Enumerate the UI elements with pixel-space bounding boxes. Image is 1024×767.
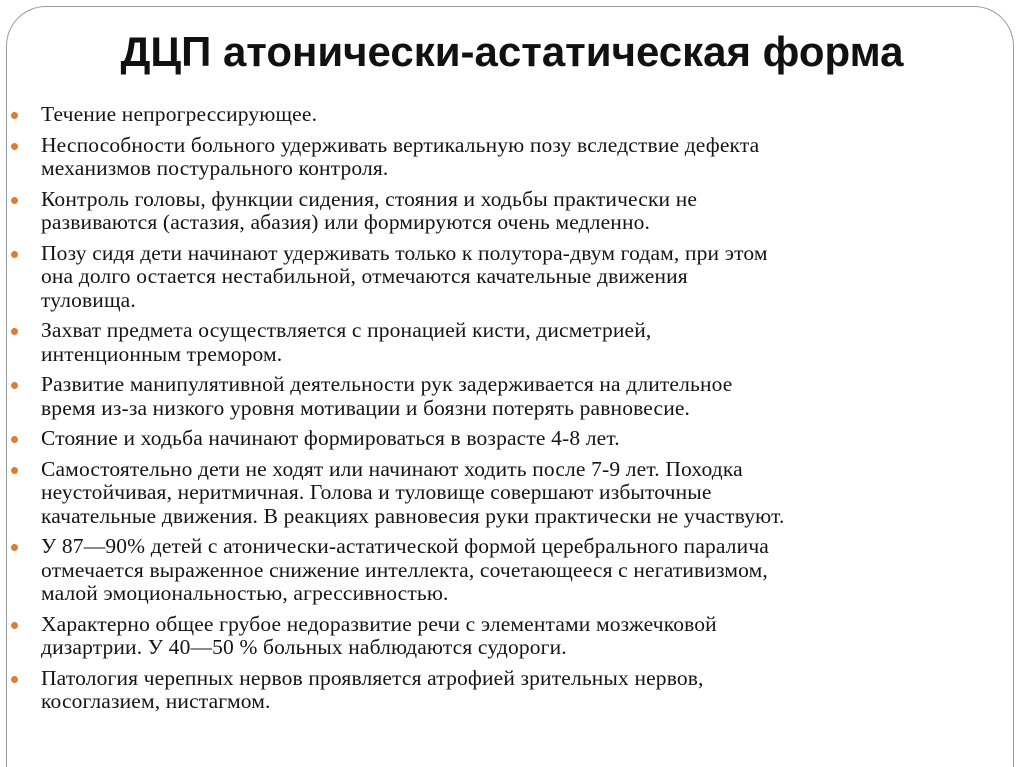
list-item bbox=[8, 535, 998, 606]
list-item bbox=[8, 458, 998, 529]
list-item bbox=[8, 373, 998, 420]
list-item bbox=[8, 613, 998, 660]
list-item bbox=[8, 242, 998, 313]
bullet-text: Характерно общее грубое недоразвитие речи с элементами мозжечковой дизартрии. У 40—50 % больных наблюдаются судороги. bbox=[41, 611, 717, 659]
list-item bbox=[8, 667, 998, 714]
list-item bbox=[8, 188, 998, 235]
bullet-dot-icon bbox=[11, 467, 18, 474]
bullet-text: Патология черепных нервов проявляется атрофией зрительных нервов, косоглазием, нистагмом. bbox=[41, 665, 704, 713]
bullet-text: Контроль головы, функции сидения, стояния и ходьбы практически не развиваются (астазия, абазия) или формируются очень медленно. bbox=[41, 186, 698, 234]
bullet-text: Развитие манипулятивной деятельности рук задерживается на длительное время из-за низкого уровня мотивации и боязни потерять равновесие. bbox=[41, 372, 733, 420]
bullet-dot-icon bbox=[11, 382, 18, 389]
bullet-dot-icon bbox=[11, 197, 18, 204]
bullet-text: Стояние и ходьба начинают формироваться в возрасте 4-8 лет. bbox=[41, 426, 620, 450]
bullet-text: Неспособности больного удерживать вертикальную позу вследствие дефекта механизмов постурального контроля. bbox=[41, 132, 760, 180]
bullet-dot-icon bbox=[11, 251, 18, 258]
bullet-dot-icon bbox=[11, 143, 18, 150]
bullet-text: Позу сидя дети начинают удерживать только к полутора-двум годам, при этом она долго остается нестабильной, отмечаются качательные движения туловища. bbox=[41, 240, 768, 312]
bullet-dot-icon bbox=[11, 436, 18, 443]
list-item bbox=[8, 103, 998, 127]
bullet-text: Захват предмета осуществляется с пронацией кисти, дисметрией, интенционным тремором. bbox=[41, 318, 652, 366]
list-item bbox=[8, 319, 998, 366]
bullet-dot-icon bbox=[11, 622, 18, 629]
bullet-dot-icon bbox=[11, 328, 18, 335]
bullet-text: Течение непрогрессирующее. bbox=[41, 102, 318, 126]
bullet-dot-icon bbox=[11, 112, 18, 119]
bullet-dot-icon bbox=[11, 676, 18, 683]
slide-title: ДЦП атонически-астатическая форма bbox=[120, 28, 904, 75]
bullet-text: Самостоятельно дети не ходят или начинают ходить после 7-9 лет. Походка неустойчивая, неритмичная. Голова и туловище совершают избыточные качательные движения. В реакциях равновесия руки практически не участвуют. bbox=[41, 456, 785, 528]
bullet-dot-icon bbox=[11, 544, 18, 551]
list-item bbox=[8, 427, 998, 451]
bullet-text: У 87—90% детей с атонически-астатической формой церебрального паралича отмечается выраженное снижение интеллекта, сочетающееся с негативизмом, малой эмоциональностью, агрессивностью. bbox=[41, 534, 769, 605]
bullet-list bbox=[8, 103, 998, 721]
list-item bbox=[8, 134, 998, 181]
